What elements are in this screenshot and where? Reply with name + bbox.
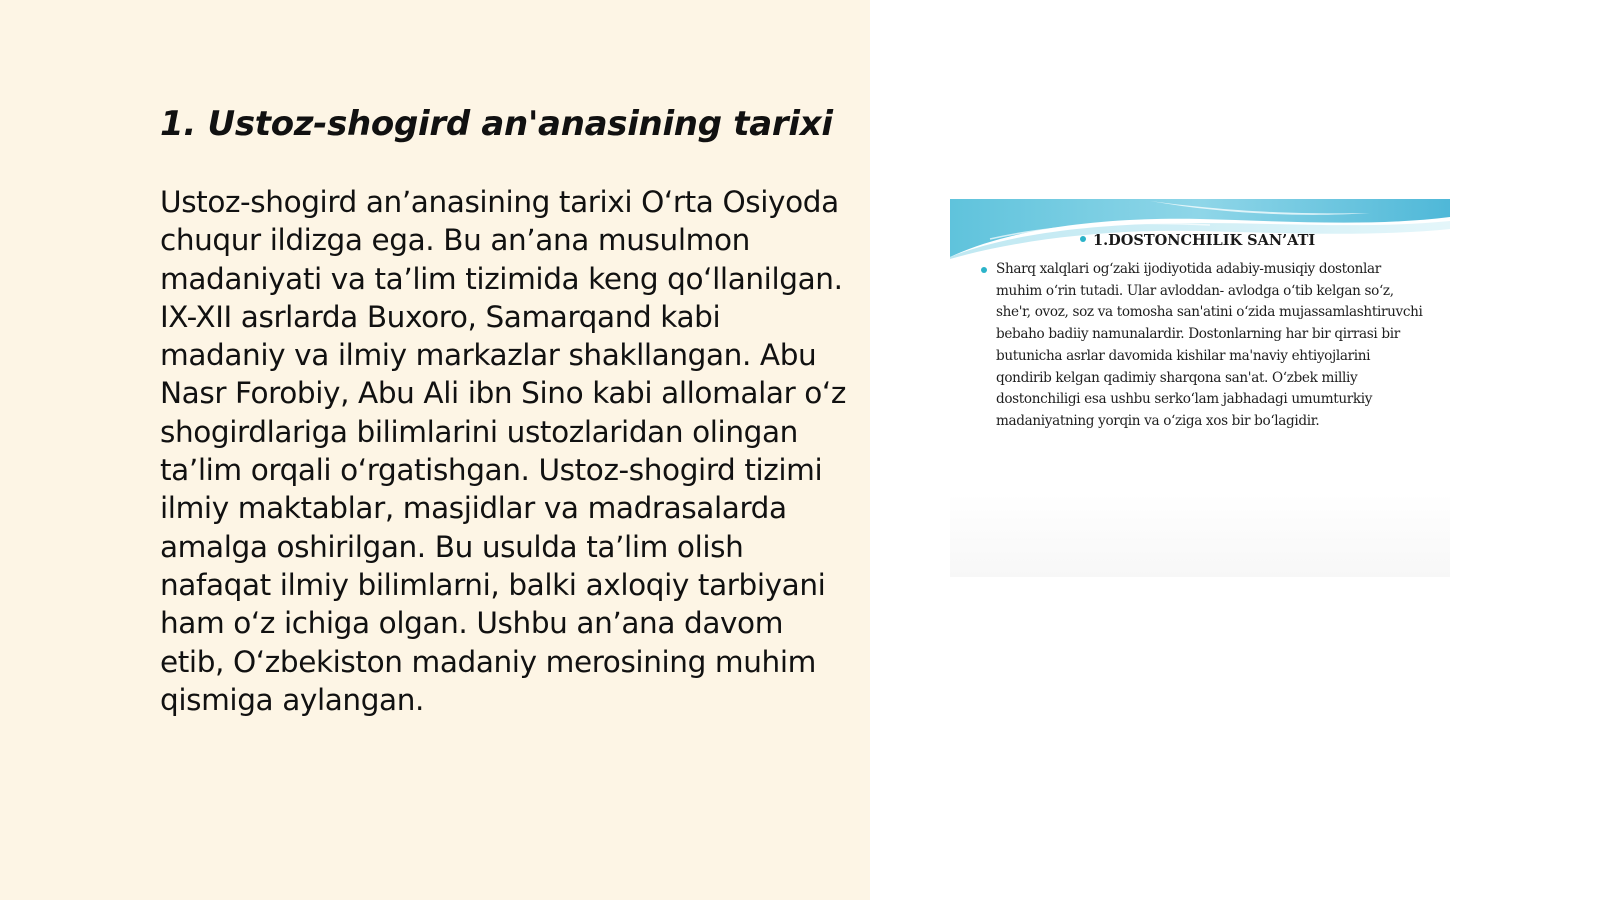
slide-body-text: Ustoz-shogird an’anasining tarixi O‘rta Osiyoda chuqur ildizga ega. Bu an’ana musulmon madaniyati va ta’lim tizimida keng qo‘llanilgan. IX-XII asrlarda Buxoro, Samarqand kabi madaniy va ilmiy markazlar shakllangan. Abu Nasr Forobiy, Abu Ali ibn Sino kabi allomalar o‘z shogirdlariga bilimlarini ustozlaridan olingan ta’lim orqali o‘rgatishgan. Ustoz-shogird tizimi ilmiy maktablar, masjidlar va madrasalarda amalga oshirilgan. Bu usulda ta’lim olish nafaqat ilmiy bilimlarni, balki axloqiy tarbiyani ham o‘z ichiga olgan. Ushbu an’ana davom etib, O‘zbekiston madaniy merosining muhim qismiga aylangan. [160,185,846,717]
bullet-icon [981,267,987,273]
image-heading-text: 1.DOSTONCHILIK SAN’ATI [1093,232,1316,249]
image-paragraph: Sharq xalqlari og‘zaki ijodiyotida adabiy-musiqiy dostonlar muhim o‘rin tutadi. Ular avloddan- avlodga o‘tib kelgan so‘z, she'r, ovoz, soz va tomosha san'atini o‘zida mujassamlashtiruvchi bebaho badiiy namunalardir. Dostonlarning har bir qirrasi bir butunicha asrlar davomida kishilar ma'naviy ehtiyojlarini qondirib kelgan qadimiy sharqona san'at. O‘zbek milliy dostonchiligi esa ushbu serko‘lam jabhadagi umumturkiy madaniyatning yorqin va o‘ziga xos bir bo‘lagidir. [996,261,1423,429]
embedded-slide-image [950,199,1450,577]
wave-banner-graphic [950,199,1450,259]
bullet-icon [1080,236,1086,242]
image-heading [1080,232,1380,249]
slide-title: 1. Ustoz-shogird an'anasining tarixi [160,104,833,144]
